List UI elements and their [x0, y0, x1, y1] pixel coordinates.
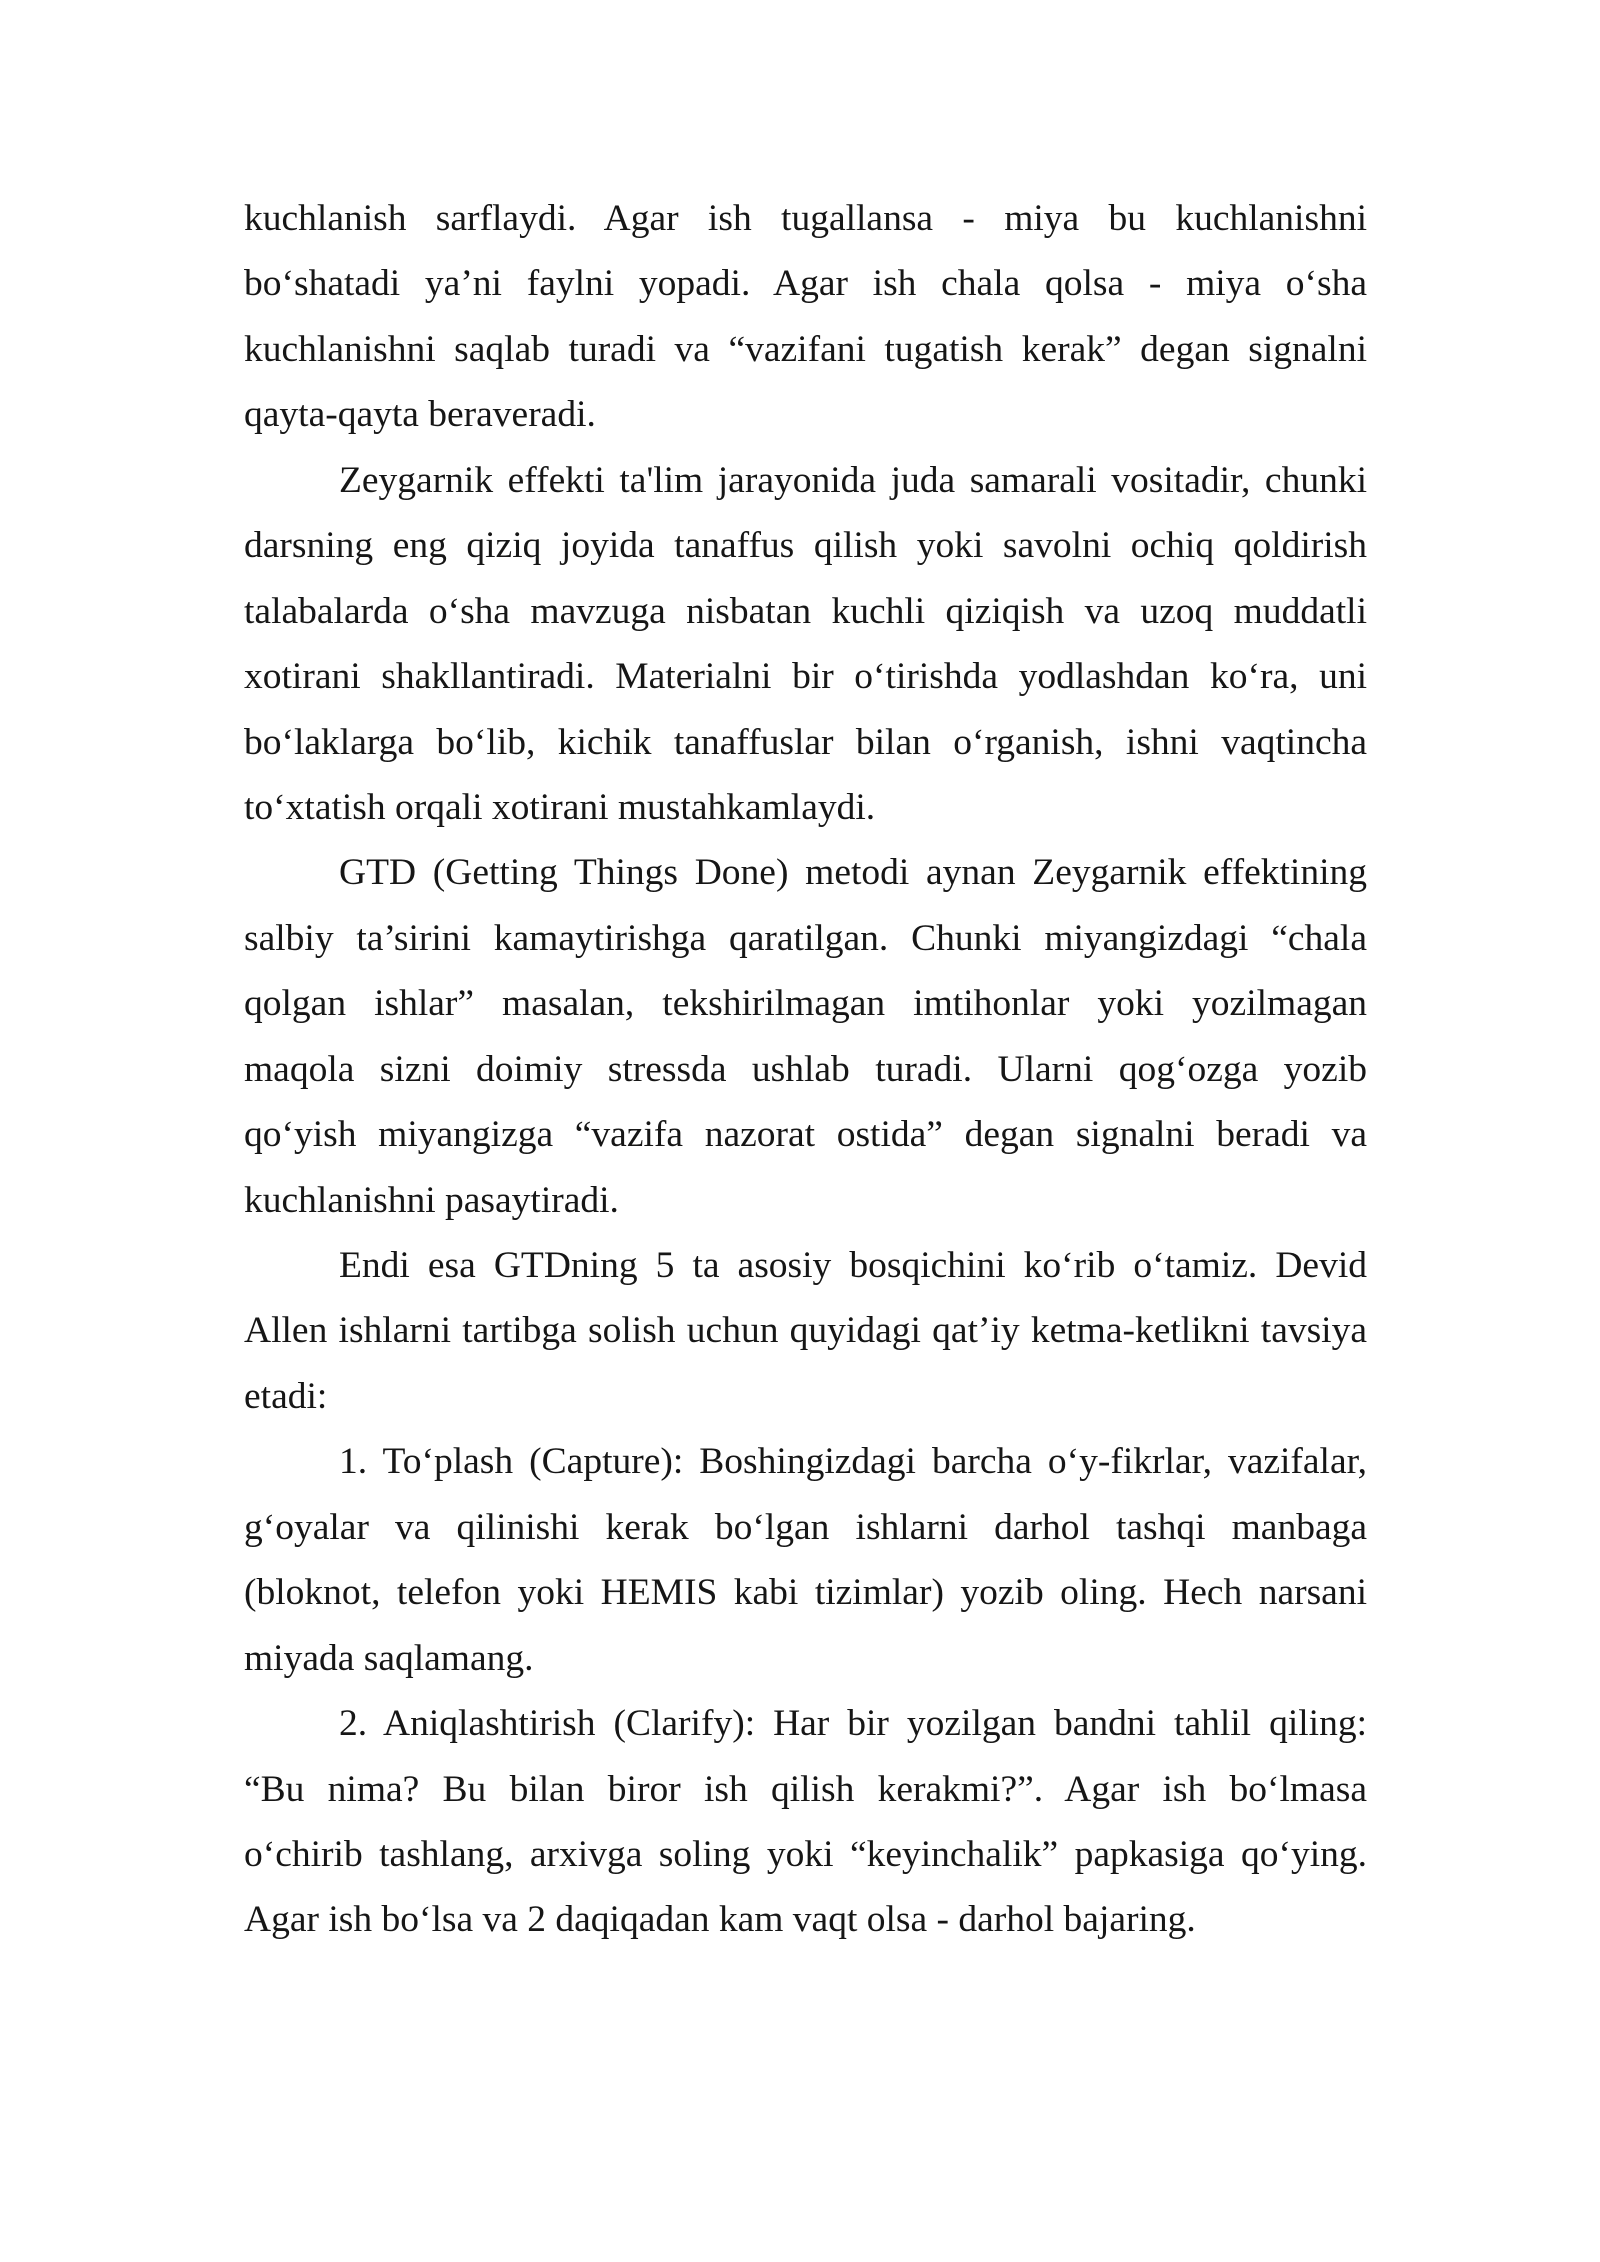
text-line: etadi: — [244, 1375, 328, 1417]
text-line: talabalarda o‘sha mavzuga nisbatan kuchli qiziqish va uzoq muddatli — [244, 590, 1367, 632]
text-line: GTD (Getting Things Done) metodi aynan Zeygarnik effektining — [339, 852, 1367, 894]
text-line: to‘xtatish orqali xotirani mustahkamlaydi. — [244, 786, 876, 828]
text-line: qolgan ishlar” masalan, tekshirilmagan imtihonlar yoki yozilmagan — [244, 983, 1367, 1025]
paragraph-zeygarnik-effect — [244, 448, 1367, 841]
text-line: g‘oyalar va qilinishi kerak bo‘lgan ishlarni darhol tashqi manbaga — [244, 1506, 1367, 1548]
paragraph-gtd-method — [244, 840, 1367, 1233]
text-line: qo‘yish miyangizga “vazifa nazorat ostida” degan signalni beradi va — [244, 1114, 1367, 1156]
text-line: Endi esa GTDning 5 ta asosiy bosqichini ko‘rib o‘tamiz. Devid — [339, 1245, 1367, 1286]
paragraph-gtd-steps-intro — [244, 1233, 1367, 1429]
text-line: kuchlanishni pasaytiradi. — [244, 1179, 619, 1221]
list-item-clarify — [244, 1691, 1367, 1953]
text-line: darsning eng qiziq joyida tanaffus qilish yoki savolni ochiq qoldirish — [244, 525, 1367, 567]
text-line: kuchlanish sarflaydi. Agar ish tugallansa - miya bu kuchlanishni — [244, 198, 1367, 239]
text-line: bo‘laklarga bo‘lib, kichik tanaffuslar bilan o‘rganish, ishni vaqtincha — [244, 721, 1367, 763]
text-line: Allen ishlarni tartibga solish uchun quyidagi qat’iy ketma-ketlikni tavsiya — [244, 1310, 1367, 1352]
text-line: 2. Aniqlashtirish (Clarify): Har bir yozilgan bandni tahlil qiling: — [339, 1703, 1367, 1745]
text-line: o‘chirib tashlang, arxivga soling yoki “keyinchalik” papkasiga qo‘ying. — [244, 1833, 1367, 1875]
text-line: xotirani shakllantiradi. Materialni bir o‘tirishda yodlashdan ko‘ra, uni — [244, 656, 1367, 698]
text-line: 1. To‘plash (Capture): Boshingizdagi barcha o‘y-fikrlar, vazifalar, — [339, 1441, 1367, 1483]
text-line: qayta-qayta beraveradi. — [244, 394, 596, 436]
text-line: Zeygarnik effekti ta'lim jarayonida juda samarali vositadir, chunki — [339, 459, 1367, 501]
text-line: salbiy ta’sirini kamaytirishga qaratilgan. Chunki miyangizdagi “chala — [244, 917, 1367, 959]
text-line: bo‘shatadi ya’ni faylni yopadi. Agar ish chala qolsa - miya o‘sha — [244, 263, 1367, 305]
text-line: “Bu nima? Bu bilan biror ish qilish kerakmi?”. Agar ish bo‘lmasa — [244, 1768, 1367, 1810]
text-line: kuchlanishni saqlab turadi va “vazifani tugatish kerak” degan signalni — [244, 328, 1367, 370]
text-line: Agar ish bo‘lsa va 2 daqiqadan kam vaqt olsa - darhol bajaring. — [244, 1899, 1196, 1941]
text-line: miyada saqlamang. — [244, 1637, 534, 1679]
document-body — [244, 186, 1367, 1953]
list-item-capture — [244, 1429, 1367, 1691]
text-line: maqola sizni doimiy stressda ushlab turadi. Ularni qog‘ozga yozib — [244, 1048, 1367, 1090]
paragraph-continuation — [244, 186, 1367, 448]
text-line: (bloknot, telefon yoki HEMIS kabi tizimlar) yozib oling. Hech narsani — [244, 1572, 1367, 1614]
